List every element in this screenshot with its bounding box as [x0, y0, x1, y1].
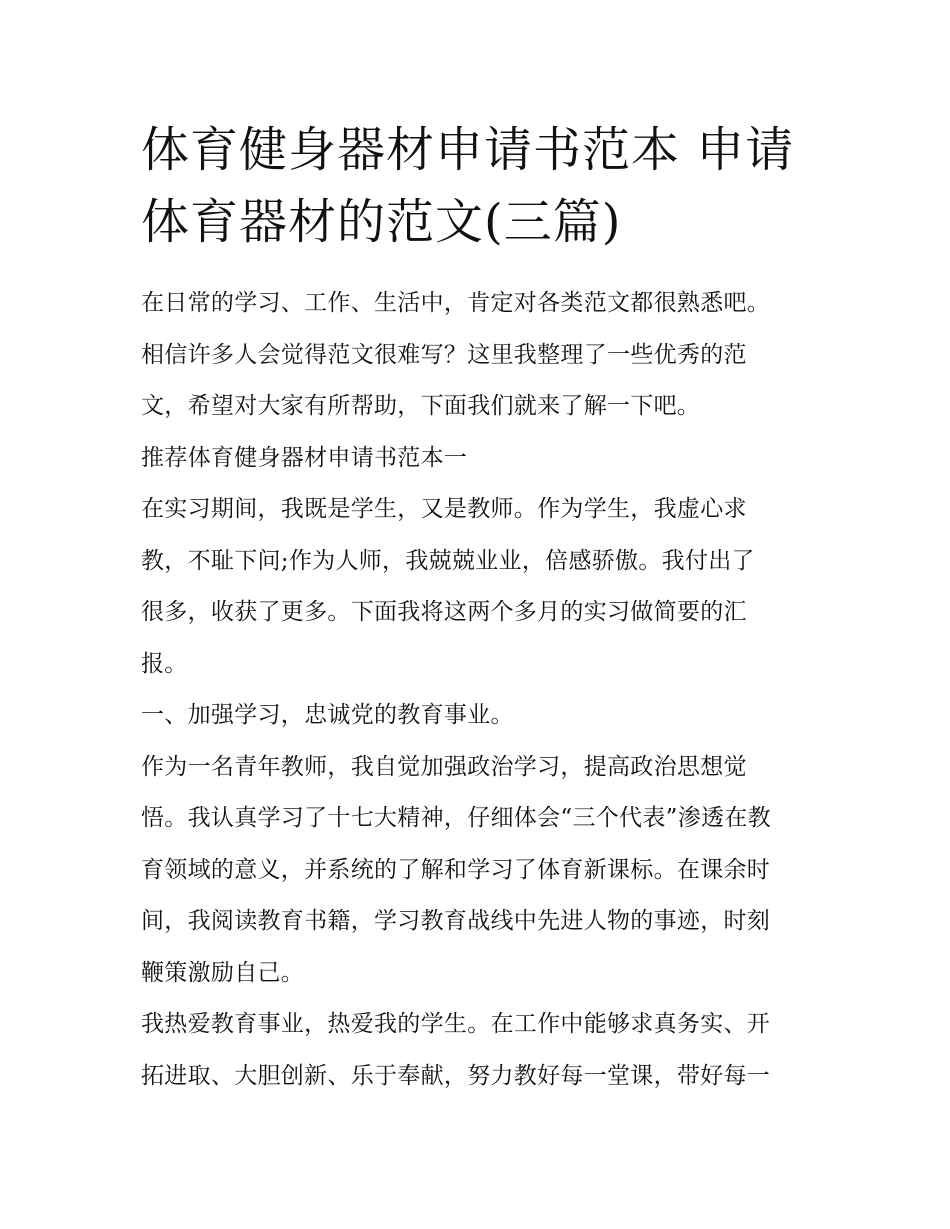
body-line-16: 拓进取、大胆创新、乐于奉献，努力教好每一堂课，带好每一	[141, 1062, 771, 1089]
title-line-1: 体育健身器材申请书范本 申请	[141, 122, 795, 178]
document-title	[141, 114, 821, 258]
subsection-heading-1: 一、加强学习，忠诚党的教育事业。	[141, 702, 514, 728]
document-body	[141, 278, 821, 1102]
body-line-8: 报。	[141, 650, 188, 677]
body-line-2: 相信许多人会觉得范文很难写？这里我整理了一些优秀的范	[141, 341, 747, 368]
body-line-3: 文，希望对大家有所帮助，下面我们就来了解一下吧。	[141, 393, 701, 419]
section-heading-1: 推荐体育健身器材申请书范本一	[141, 444, 468, 471]
body-line-12: 育领域的意义，并系统的了解和学习了体育新课标。在课余时	[141, 856, 771, 883]
body-line-15: 我热爱教育事业，热爱我的学生。在工作中能够求真务实、开	[141, 1011, 771, 1037]
body-line-1: 在日常的学习、工作、生活中，肯定对各类范文都很熟悉吧。	[141, 290, 771, 316]
body-line-7: 很多，收获了更多。下面我将这两个多月的实习做简要的汇	[141, 599, 747, 625]
body-line-11: 悟。我认真学习了十七大精神，仔细体会“三个代表”渗透在教	[141, 805, 771, 831]
body-line-5: 在实习期间，我既是学生，又是教师。作为学生，我虚心求	[141, 496, 747, 522]
body-line-14: 鞭策激励自己。	[141, 959, 305, 986]
title-line-2: 体育器材的范文(三篇)	[141, 194, 622, 250]
body-line-10: 作为一名青年教师，我自觉加强政治学习，提高政治思想觉	[141, 753, 747, 780]
body-line-13: 间，我阅读教育书籍，学习教育战线中先进人物的事迹，时刻	[141, 908, 771, 934]
body-line-6: 教，不耻下问;作为人师，我兢兢业业，倍感骄傲。我付出了	[141, 547, 755, 574]
